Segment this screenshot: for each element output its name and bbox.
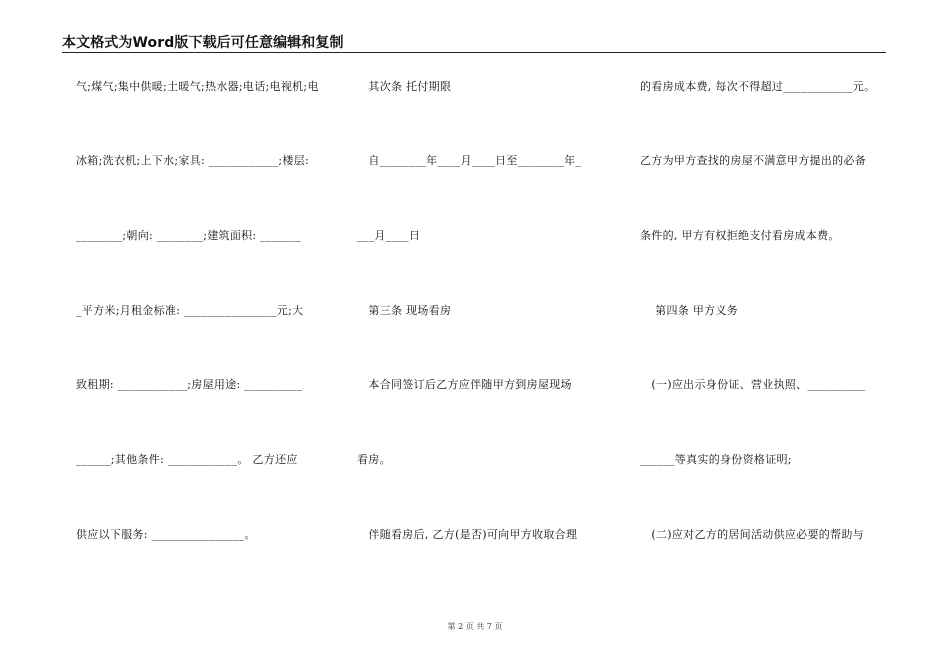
- text-line: ______等真实的身份资格证明;: [640, 453, 792, 466]
- header-title: 本文格式为Word版下载后可任意编辑和复制: [62, 35, 344, 51]
- text-line: 供应以下服务: ________________。: [76, 528, 256, 541]
- text-line: 伴随看房后, 乙方(是否)可向甲方收取合理: [357, 528, 578, 541]
- text-line: 看房。: [357, 453, 391, 466]
- text-line: 的看房成本费, 每次不得超过____________元。: [640, 80, 876, 93]
- section-heading-entrust-period: 其次条 托付期限: [357, 80, 452, 93]
- column-middle: [357, 0, 607, 672]
- section-heading-party-a-duties: 第四条 甲方义务: [640, 304, 739, 317]
- text-line: ________;朝向: ________;建筑面积: _______: [76, 229, 301, 242]
- text-line: 自________年____月____日至________年_: [357, 154, 582, 167]
- text-line: 条件的, 甲方有权拒绝支付看房成本费。: [640, 229, 840, 242]
- text-line: (二)应对乙方的居间活动供应必要的帮助与: [640, 528, 864, 541]
- column-right: [640, 0, 890, 672]
- text-line: ______;其他条件: ____________。 乙方还应: [76, 453, 298, 466]
- section-heading-viewing: 第三条 现场看房: [357, 304, 452, 317]
- text-line: ___月____日: [357, 229, 421, 242]
- text-line: _平方米;月租金标准: ________________元;大: [76, 304, 304, 317]
- page-number: 第 2 页 共 7 页: [447, 622, 503, 631]
- text-line: 气;煤气;集中供暖;土暖气;热水器;电话;电视机;电: [76, 80, 319, 93]
- text-line: 乙方为甲方查找的房屋不满意甲方提出的必备: [640, 154, 866, 167]
- text-line: 致租期: ____________;房屋用途: __________: [76, 378, 303, 391]
- text-line: (一)应出示身份证、营业执照、__________: [640, 378, 866, 391]
- text-line: 冰箱;洗衣机;上下水;家具: ____________;楼层:: [76, 154, 310, 167]
- column-left: [76, 0, 321, 672]
- text-line: 本合同签订后乙方应伴随甲方到房屋现场: [357, 378, 572, 391]
